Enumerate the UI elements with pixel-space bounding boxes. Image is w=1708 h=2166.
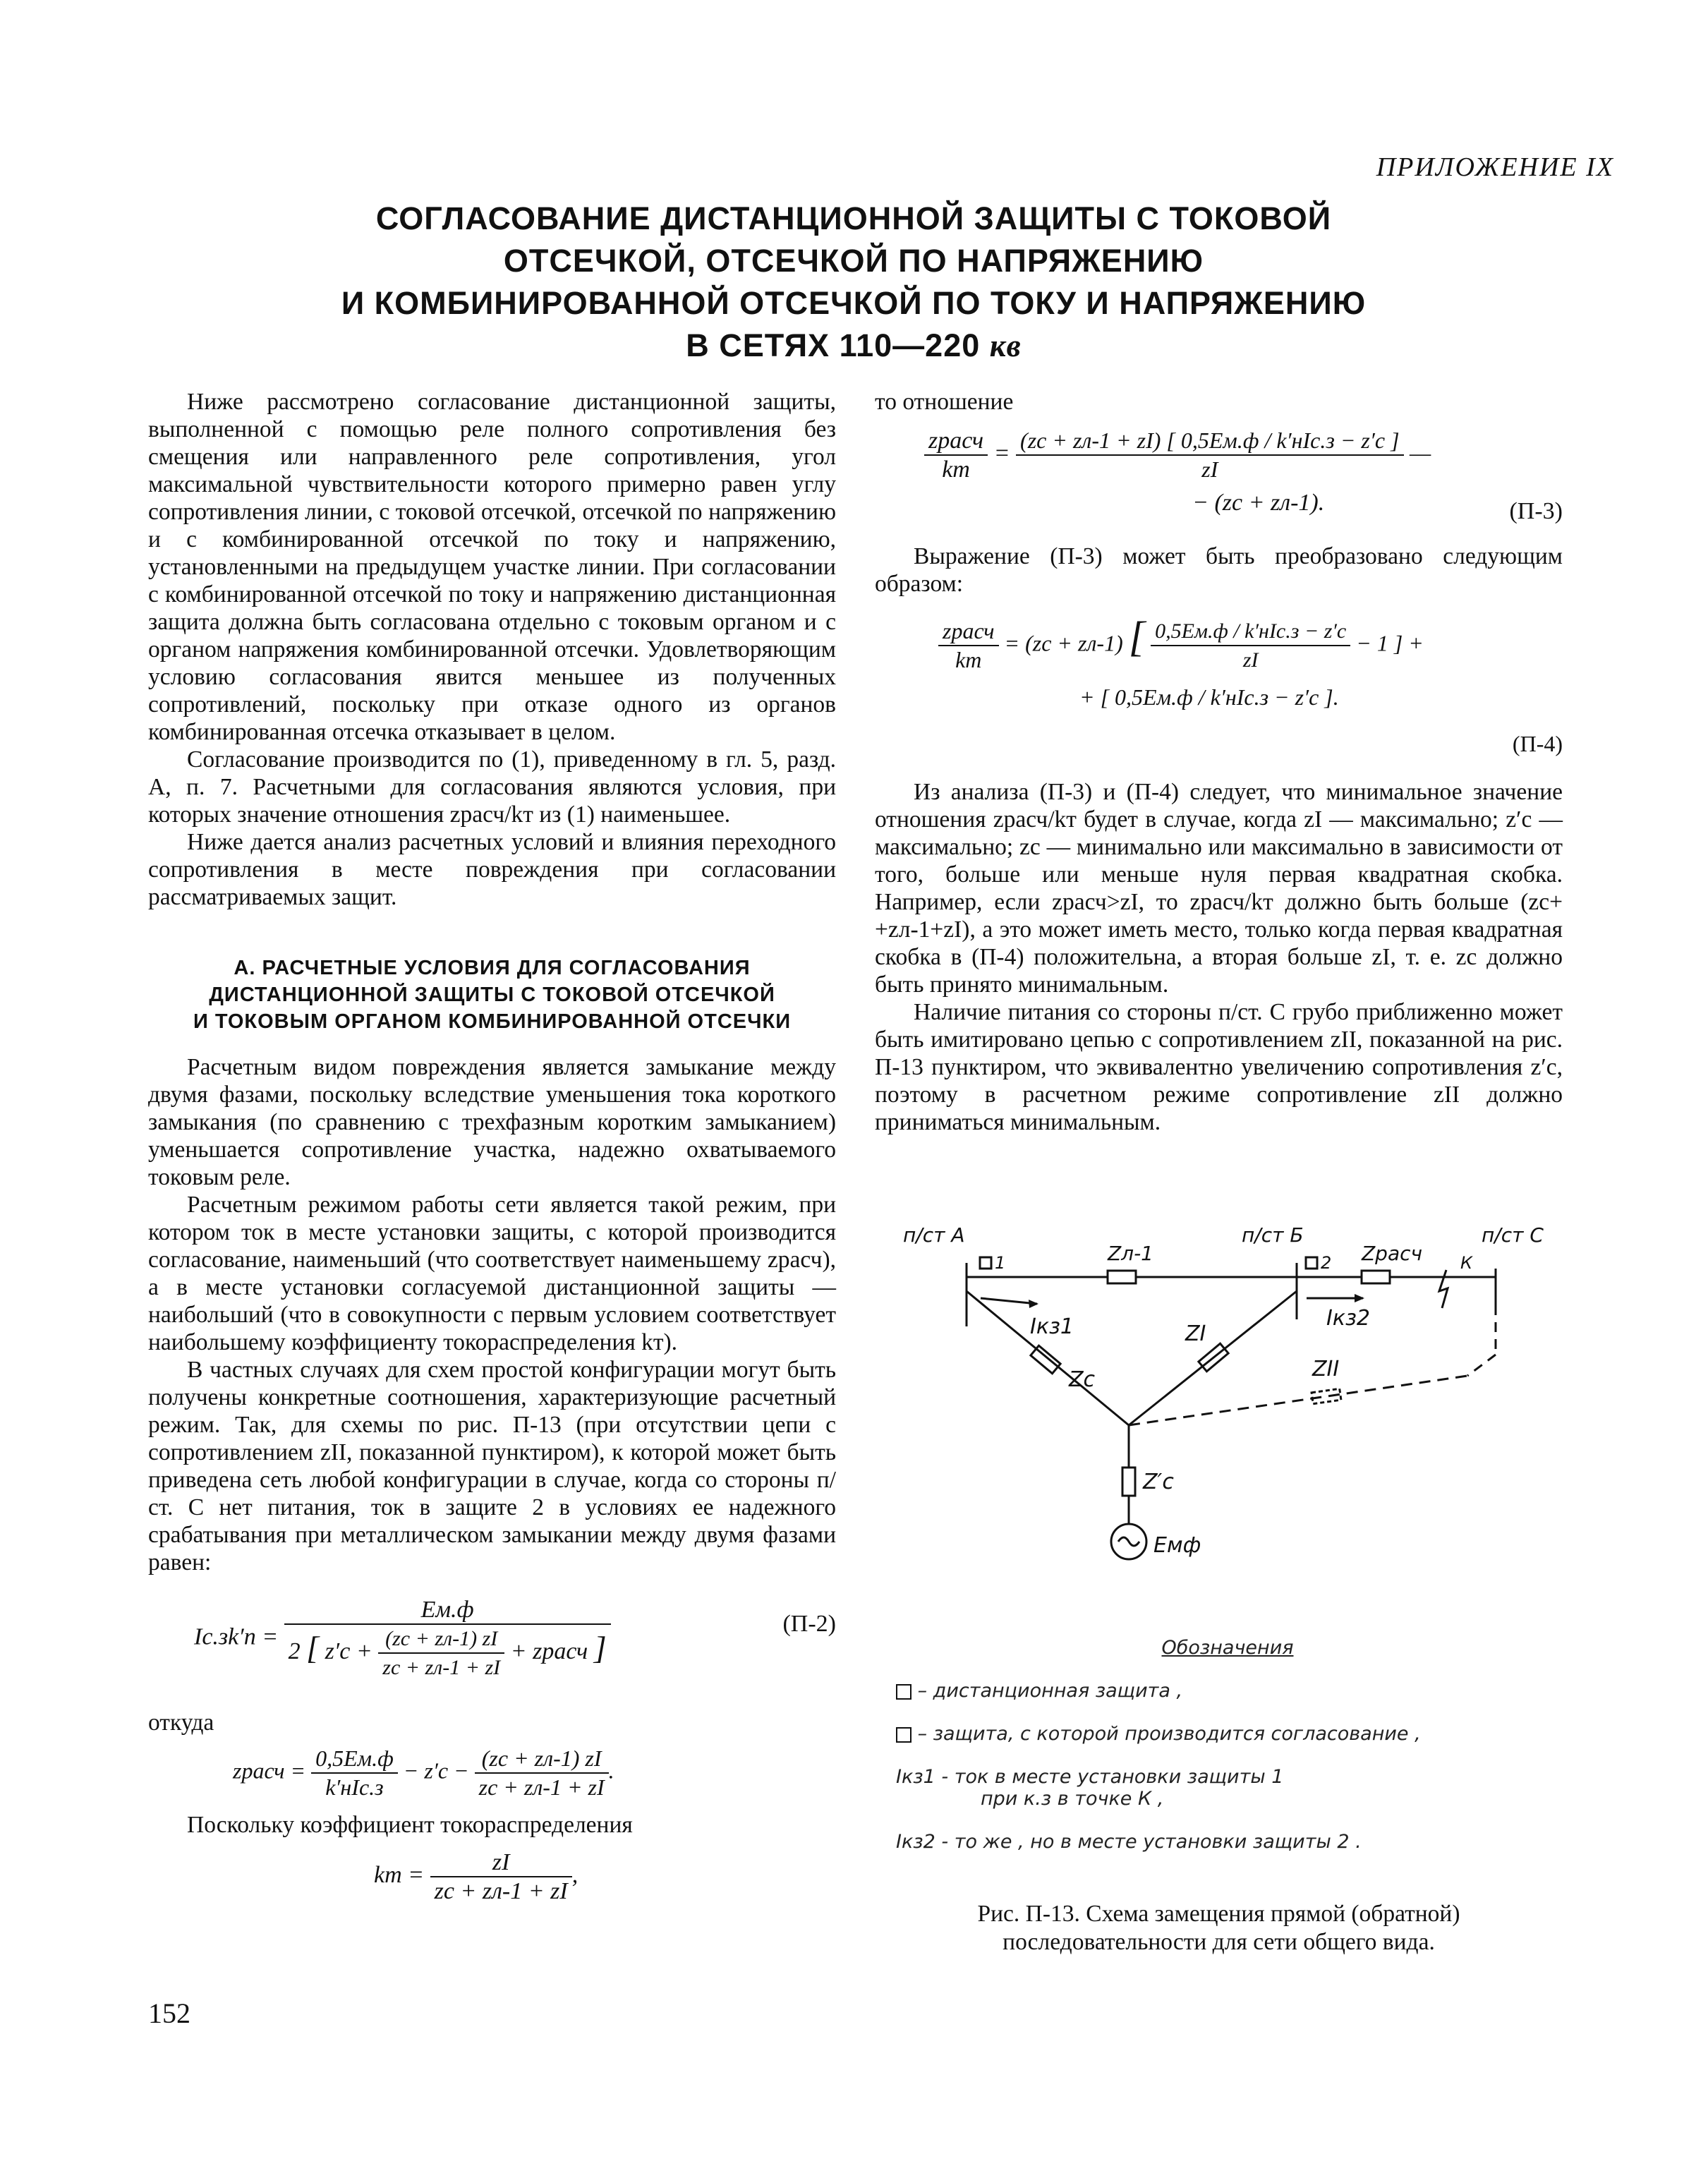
formula-zrasch: zрасч = $\frac{0,5Eм.ф}{\text{k′нIc.з}}$ − z′c − $\frac{(zc + zл-1) zI}{zc + zл-1 + zI}$ .	[233, 1745, 614, 1800]
formula-p2: Ic.зk′п = Eм.ф 2 [ z′c + $\frac{(zc + zл-1) zI}{zc + zл-1 + zI}$ + zрасч ] (П-2)	[194, 1597, 836, 1679]
arrow-ik1	[981, 1298, 1037, 1304]
label-relay-1: 1	[995, 1253, 1006, 1273]
paragraph: Выражение (П-3) может быть преобразовано следующим образом:	[875, 543, 1563, 597]
label-ik1: Iкз1	[1030, 1314, 1074, 1339]
title-line: СОГЛАСОВАНИЕ ДИСТАНЦИОННОЙ ЗАЩИТЫ С ТОКОВОЙ	[375, 200, 1332, 236]
coordination-relay-icon	[1306, 1257, 1317, 1269]
equation-number: (П-3)	[1509, 498, 1563, 524]
equation-number: (П-2)	[782, 1611, 836, 1637]
paragraph: Расчетным режимом работы сети является такой режим, при котором ток в месте установки защиты, с которой производится согласование, наименьший (что соответствует наименьшему zрасч), а в месте установки согласуемой дистанционной защиты — наибольший (что в совокупности с первым условием соответствует наибольшему коэффициенту токораспределения kт).	[148, 1192, 836, 1355]
label-substation-c: п/ст С	[1482, 1223, 1544, 1247]
label-substation-a: п/ст А	[903, 1223, 965, 1247]
legend-item: Iкз2 - то же , но в месте установки защиты 2 .	[896, 1831, 1362, 1853]
resistor-zc-prime	[1122, 1468, 1135, 1496]
left-column	[148, 388, 836, 1905]
paragraph: Расчетным видом повреждения является замыкание между двумя фазами, поскольку вследствие уменьшения тока короткого замыкания (по сравнению с трехфазным коротким замыканием) уменьшается сопротивление участка, надежно охватываемого токовым реле.	[148, 1054, 836, 1190]
paragraph: В частных случаях для схем простой конфигурации могут быть получены конкретные соотношения, характеризующие расчетный режим. Так, для схемы по рис. П-13 (при отсутствии цепи с сопротивлением zII, показанной пунктиром), к которой может быть приведена сеть любой конфигурации в случае, когда со стороны п/ст. С нет питания, ток в защите 2 в условиях ее надежного срабатывания при металлическом замыкании между двумя фазами равен:	[148, 1357, 836, 1575]
section-heading: А. РАСЧЕТНЫЕ УСЛОВИЯ ДЛЯ СОГЛАСОВАНИЯ ДИСТАНЦИОННОЙ ЗАЩИТЫ С ТОКОВОЙ ОТСЕЧКОЙ И ТОКОВЫМ ОРГАНОМ КОМБИНИРОВАННОЙ ОТСЕЧКИ	[193, 957, 792, 1033]
resistor-zrasch	[1362, 1271, 1390, 1283]
label-zrasch: Zрасч	[1362, 1242, 1423, 1265]
coordination-relay-icon	[896, 1727, 911, 1743]
resistor-zl1	[1108, 1271, 1136, 1283]
sine-icon	[1118, 1537, 1139, 1546]
paragraph: Наличие питания со стороны п/ст. С грубо приближенно может быть имитировано цепью с сопротивлением zII, показанной на рис. П-13 пунктиром, что эквивалентно увеличению сопротивления z′c, поэтому в расчетном режиме сопротивление zII должно приниматься минимальным.	[875, 999, 1563, 1135]
label-zi: ZI	[1185, 1321, 1206, 1346]
figure-caption: Рис. П-13. Схема замещения прямой (обратной) последовательности для сети общего вида.	[977, 1901, 1460, 1955]
label-zc-prime: Z′c	[1143, 1470, 1174, 1494]
paragraph: Поскольку коэффициент токораспределения	[187, 1812, 633, 1838]
right-column	[875, 388, 1563, 1136]
fault-lightning-icon	[1439, 1270, 1448, 1308]
paragraph: Ниже дается анализ расчетных условий и влияния переходного сопротивления в месте повреждения при согласовании рассматриваемых защит.	[148, 829, 836, 910]
equation-number: (П-4)	[1512, 731, 1563, 756]
text-otkuda: откуда	[148, 1710, 214, 1736]
label-zii: ZII	[1312, 1357, 1340, 1381]
page-title	[268, 198, 1439, 367]
title-line: ОТСЕЧКОЙ, ОТСЕЧКОЙ ПО НАПРЯЖЕНИЮ	[503, 243, 1204, 279]
page-number: 152	[148, 1997, 190, 2029]
resistor-zc	[1031, 1345, 1060, 1374]
legend-item: Iкз1 - ток в месте установки защиты 1 при к.з в точке К ,	[896, 1766, 1284, 1810]
paragraph: Ниже рассмотрено согласование дистанционной защиты, выполненной с помощью реле полного сопротивления без смещения или направленного реле сопротивления, угол максимальной чувствительности которого примерно равен углу сопротивления линии, с токовой отсечкой, отсечкой по напряжению и с комбинированной отсечкой по току и напряжению, установленными на предыдущем участке линии. При согласовании с комбинированной отсечкой по току и напряжению дистанционная защита должна быть согласована отдельно с токовым органом и с органом напряжения комбинированной отсечки. Удовлетворяющим условию согласования явится меньшее из полученных сопротивлений, поскольку при отказе одного из органов комбинированная отсечка отказывает в целом.	[148, 389, 836, 745]
label-relay-2: 2	[1321, 1253, 1332, 1273]
appendix-label: ПРИЛОЖЕНИЕ IX	[1376, 152, 1614, 182]
legend-title: Обозначения	[1161, 1637, 1294, 1659]
resistor-zii	[1312, 1388, 1341, 1403]
formula-kt: kт = $\frac{zI}{zc + zл-1 + zI}$ ,	[374, 1849, 579, 1904]
diagram-legend	[896, 1637, 1559, 1853]
formula-p4: $\frac{\text{zрасч}}{kт}$ = (zc + zл-1) [ $\frac{\text{0,5Eм.ф / k′нIc.з − z′c}}{zI}$ − 1 ] + + [ 0,5Eм.ф / k′нIc.з − z′c ]. (П-4)	[938, 617, 1563, 766]
label-zc: Zc	[1069, 1367, 1096, 1392]
label-ik2: Iкз2	[1326, 1306, 1371, 1331]
paragraph: Из анализа (П-3) и (П-4) следует, что минимальное значение отношения zрасч/kт будет в случае, когда zI — максимально; z′c — максимально; zc — минимально или максимально в зависимости от того, больше или меньше нуля первая квадратная скобка. Например, если zрасч>zI, то zрасч/kт должно быть больше (zc+ +zл-1+zI), а это может иметь место, только когда первая квадратная скобка в (П-4) положительна, а вторая больше zI, т. е. zc должно быть принято минимальным.	[875, 779, 1563, 998]
title-line: И КОМБИНИРОВАННОЙ ОТСЕЧКОЙ ПО ТОКУ И НАПРЯЖЕНИЮ	[341, 285, 1367, 321]
circuit-diagram	[875, 1214, 1563, 1580]
paragraph: Согласование производится по (1), приведенному в гл. 5, разд. А, п. 7. Расчетными для согласования являются условия, при которых значение отношения zрасч/kт из (1) наименьшее.	[148, 746, 836, 828]
label-substation-b: п/ст Б	[1242, 1223, 1304, 1247]
title-line: В СЕТЯХ 110—220 кв	[686, 327, 1022, 363]
label-zl1: Zл-1	[1108, 1242, 1153, 1265]
distance-relay-icon	[980, 1257, 991, 1269]
label-k: К	[1460, 1253, 1473, 1273]
legend-item: – дистанционная защита ,	[896, 1680, 1559, 1702]
paragraph: то отношение	[875, 389, 1014, 415]
formula-p3: $\frac{\text{zрасч}}{kт}$ = $\frac{\text{(zc + zл-1 + zI) [ 0,5Eм.ф / k′нIc.з − z′c ]}}{zI}$ — − (zc + zл-1). (П-3)	[924, 427, 1563, 533]
legend-item: – защита, с которой производится согласование ,	[896, 1723, 1559, 1745]
label-emf: Eмф	[1153, 1533, 1201, 1558]
distance-relay-icon	[896, 1684, 911, 1700]
